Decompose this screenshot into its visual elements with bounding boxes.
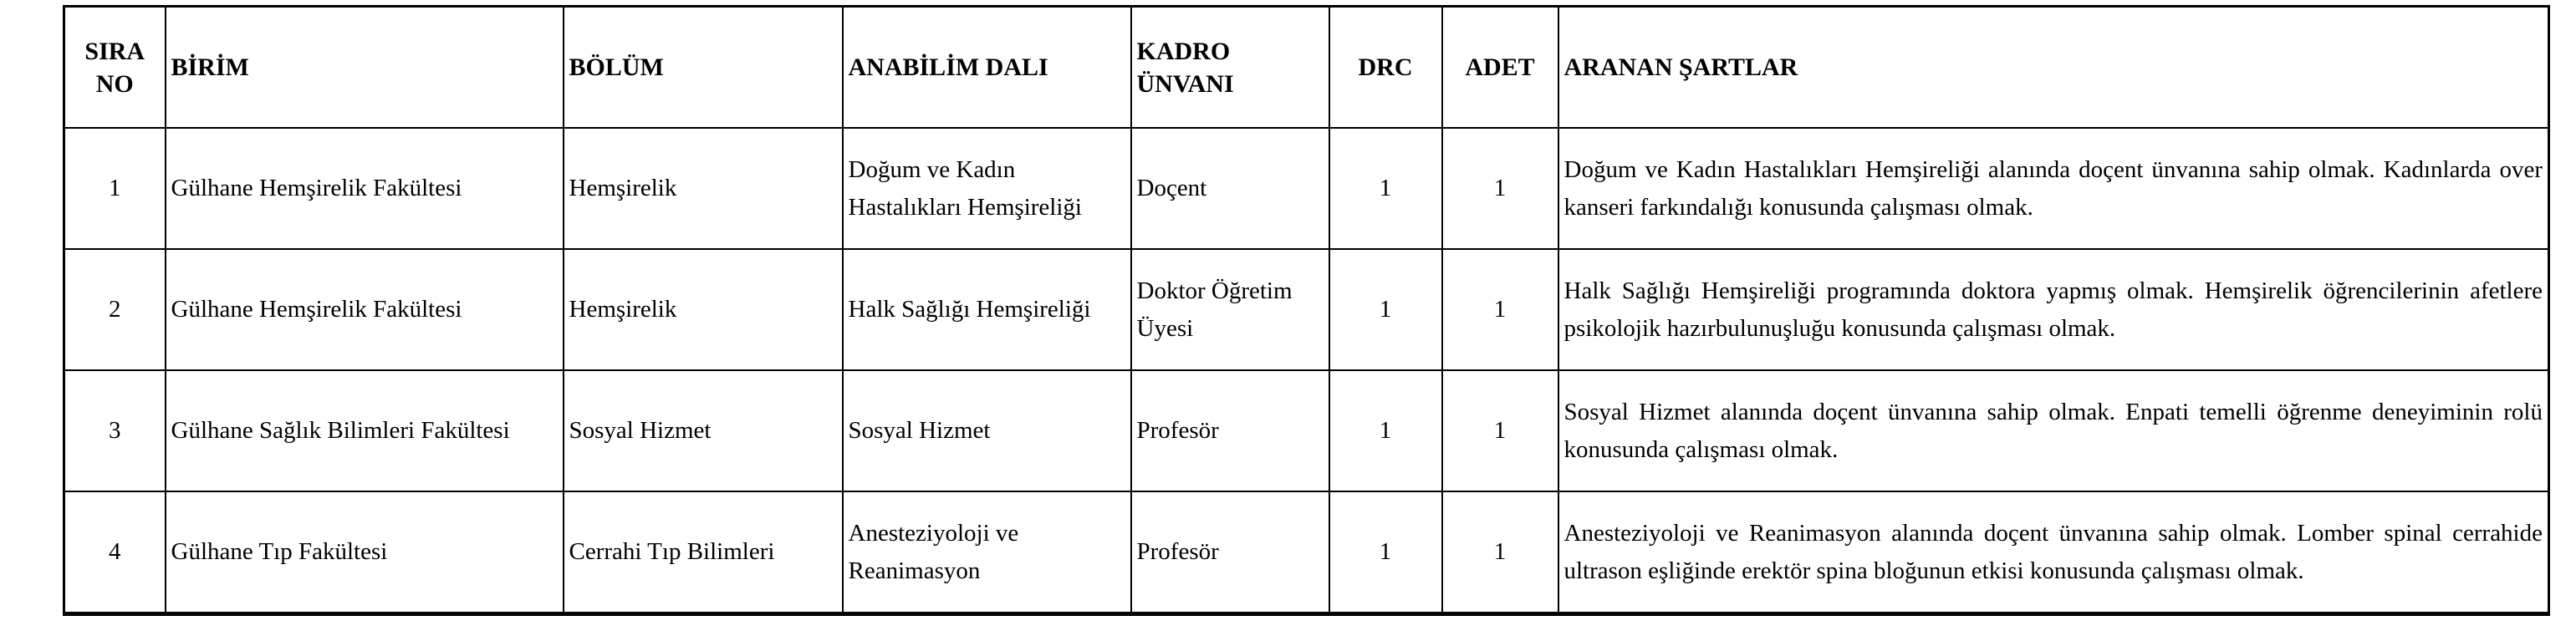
cell-birim: Gülhane Tıp Fakültesi: [166, 491, 564, 614]
header-birim: BİRİM: [166, 7, 564, 129]
table-row: [64, 370, 2549, 491]
cell-aranan-sartlar: Anesteziyoloji ve Reanimasyon alanında doçent ünvanına sahip olmak. Lomber spinal cerrahide ultrason eşliğinde erektör spina bloğunun etkisi konusunda çalışması olmak.: [1558, 491, 2549, 614]
cell-drc: 1: [1329, 249, 1442, 370]
table-row: [64, 491, 2549, 614]
cell-kadro-unvani: Profesör: [1131, 370, 1329, 491]
table-body: [64, 128, 2549, 614]
cell-adet: 1: [1442, 370, 1558, 491]
cell-birim: Gülhane Hemşirelik Fakültesi: [166, 128, 564, 249]
cell-bolum: Cerrahi Tıp Bilimleri: [564, 491, 843, 614]
cell-adet: 1: [1442, 249, 1558, 370]
header-drc: DRC: [1329, 7, 1442, 129]
cell-birim: Gülhane Hemşirelik Fakültesi: [166, 249, 564, 370]
academic-positions-table: [63, 5, 2550, 616]
cell-anabilim-dali: Doğum ve Kadın Hastalıkları Hemşireliği: [843, 128, 1131, 249]
cell-anabilim-dali: Anesteziyoloji ve Reanimasyon: [843, 491, 1131, 614]
cell-drc: 1: [1329, 491, 1442, 614]
cell-bolum: Hemşirelik: [564, 128, 843, 249]
cell-bolum: Sosyal Hizmet: [564, 370, 843, 491]
cell-birim: Gülhane Sağlık Bilimleri Fakültesi: [166, 370, 564, 491]
cell-anabilim-dali: Halk Sağlığı Hemşireliği: [843, 249, 1131, 370]
cell-adet: 1: [1442, 128, 1558, 249]
cell-aranan-sartlar: Halk Sağlığı Hemşireliği programında doktora yapmış olmak. Hemşirelik öğrencilerinin afetlere psikolojik hazırbulunuşluğu konusunda çalışması olmak.: [1558, 249, 2549, 370]
cell-kadro-unvani: Profesör: [1131, 491, 1329, 614]
header-aranan-sartlar: ARANAN ŞARTLAR: [1558, 7, 2549, 129]
document-page: [63, 5, 2550, 616]
cell-kadro-unvani: Doçent: [1131, 128, 1329, 249]
cell-drc: 1: [1329, 370, 1442, 491]
cell-aranan-sartlar: Doğum ve Kadın Hastalıkları Hemşireliği alanında doçent ünvanına sahip olmak. Kadınlarda over kanseri farkındalığı konusunda çalışması olmak.: [1558, 128, 2549, 249]
header-bolum: BÖLÜM: [564, 7, 843, 129]
table-row: [64, 249, 2549, 370]
header-row: [64, 7, 2549, 129]
cell-sira-no: 4: [64, 491, 166, 614]
header-anabilim-dali: ANABİLİM DALI: [843, 7, 1131, 129]
cell-sira-no: 2: [64, 249, 166, 370]
cell-adet: 1: [1442, 491, 1558, 614]
cell-kadro-unvani: Doktor Öğretim Üyesi: [1131, 249, 1329, 370]
header-sira-no: SIRA NO: [64, 7, 166, 129]
header-adet: ADET: [1442, 7, 1558, 129]
cell-aranan-sartlar: Sosyal Hizmet alanında doçent ünvanına sahip olmak. Enpati temelli öğrenme deneyiminin rolü konusunda çalışması olmak.: [1558, 370, 2549, 491]
table-row: [64, 128, 2549, 249]
header-kadro-unvani: KADRO ÜNVANI: [1131, 7, 1329, 129]
cell-sira-no: 3: [64, 370, 166, 491]
cell-sira-no: 1: [64, 128, 166, 249]
cell-drc: 1: [1329, 128, 1442, 249]
cell-bolum: Hemşirelik: [564, 249, 843, 370]
cell-anabilim-dali: Sosyal Hizmet: [843, 370, 1131, 491]
